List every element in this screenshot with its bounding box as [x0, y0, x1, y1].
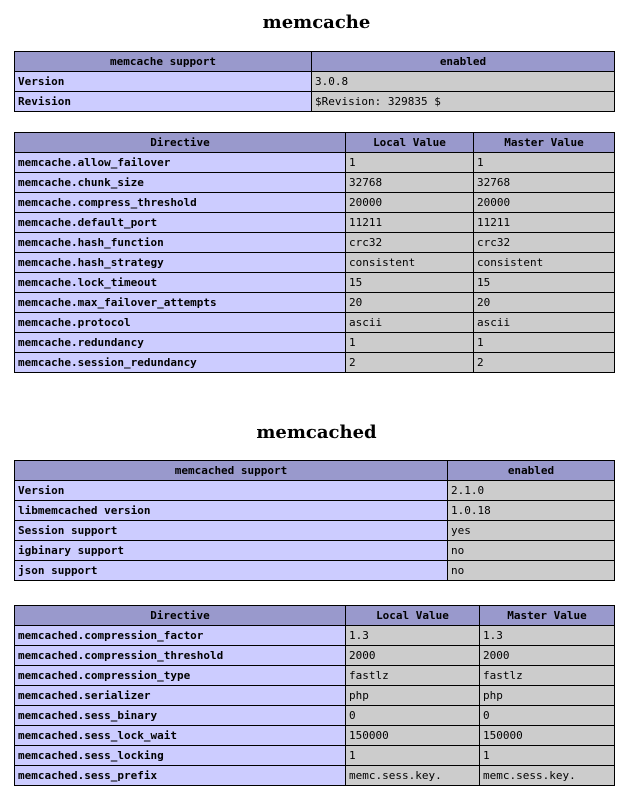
- value-cell: 11211: [474, 213, 615, 233]
- directive-name-cell: memcached.serializer: [15, 686, 346, 706]
- table-row: [15, 686, 615, 706]
- directive-name-cell: memcached.sess_prefix: [15, 766, 346, 786]
- value-cell: 0: [480, 706, 615, 726]
- value-cell: 0: [346, 706, 480, 726]
- value-cell: consistent: [474, 253, 615, 273]
- table-row: [15, 666, 615, 686]
- table-header-row: [15, 133, 615, 153]
- directive-name-cell: memcache.chunk_size: [15, 173, 346, 193]
- memcached-support-table: [14, 460, 615, 581]
- directive-name-cell: memcached.sess_lock_wait: [15, 726, 346, 746]
- column-header: enabled: [312, 52, 615, 72]
- directive-name-cell: memcached.compression_type: [15, 666, 346, 686]
- value-cell: 1: [474, 153, 615, 173]
- value-cell: 150000: [346, 726, 480, 746]
- value-cell: memc.sess.key.: [480, 766, 615, 786]
- table-row: [15, 626, 615, 646]
- value-cell: memc.sess.key.: [346, 766, 480, 786]
- value-cell: 1.3: [480, 626, 615, 646]
- value-cell: 2: [474, 353, 615, 373]
- memcache-support-table: [14, 51, 615, 112]
- column-header: Local Value: [346, 606, 480, 626]
- directive-name-cell: memcached.sess_binary: [15, 706, 346, 726]
- table-header-row: [15, 606, 615, 626]
- value-cell: $Revision: 329835 $: [312, 92, 615, 112]
- value-cell: 2.1.0: [448, 481, 615, 501]
- memcached-section-title: memcached: [256, 422, 377, 443]
- value-cell: 32768: [346, 173, 474, 193]
- directive-name-cell: json support: [15, 561, 448, 581]
- table-row: [15, 501, 615, 521]
- table-row: [15, 193, 615, 213]
- table-row: [15, 213, 615, 233]
- value-cell: 15: [474, 273, 615, 293]
- directive-name-cell: memcache.lock_timeout: [15, 273, 346, 293]
- value-cell: php: [346, 686, 480, 706]
- table-row: [15, 766, 615, 786]
- directive-name-cell: libmemcached version: [15, 501, 448, 521]
- value-cell: no: [448, 561, 615, 581]
- value-cell: php: [480, 686, 615, 706]
- directive-name-cell: memcached.compression_threshold: [15, 646, 346, 666]
- column-header: memcached support: [15, 461, 448, 481]
- column-header: Local Value: [346, 133, 474, 153]
- column-header: Master Value: [474, 133, 615, 153]
- value-cell: 20000: [474, 193, 615, 213]
- value-cell: crc32: [474, 233, 615, 253]
- memcached-directives-table: [14, 605, 615, 786]
- table-row: [15, 253, 615, 273]
- value-cell: no: [448, 541, 615, 561]
- directive-name-cell: memcached.compression_factor: [15, 626, 346, 646]
- table-row: [15, 353, 615, 373]
- value-cell: consistent: [346, 253, 474, 273]
- table-row: [15, 646, 615, 666]
- directive-name-cell: Version: [15, 481, 448, 501]
- directive-name-cell: memcache.hash_function: [15, 233, 346, 253]
- table-row: [15, 173, 615, 193]
- directive-name-cell: memcached.sess_locking: [15, 746, 346, 766]
- directive-name-cell: memcache.protocol: [15, 313, 346, 333]
- table-header-row: [15, 52, 615, 72]
- value-cell: yes: [448, 521, 615, 541]
- table-row: [15, 746, 615, 766]
- value-cell: 20: [474, 293, 615, 313]
- column-header: Directive: [15, 606, 346, 626]
- value-cell: 1: [474, 333, 615, 353]
- table-row: [15, 481, 615, 501]
- value-cell: 1.0.18: [448, 501, 615, 521]
- directive-name-cell: memcache.default_port: [15, 213, 346, 233]
- value-cell: ascii: [346, 313, 474, 333]
- table-row: [15, 72, 615, 92]
- value-cell: 15: [346, 273, 474, 293]
- value-cell: fastlz: [480, 666, 615, 686]
- table-row: [15, 521, 615, 541]
- value-cell: 2000: [480, 646, 615, 666]
- memcache-section-title: memcache: [262, 12, 371, 33]
- value-cell: 1.3: [346, 626, 480, 646]
- value-cell: 3.0.8: [312, 72, 615, 92]
- directive-name-cell: Session support: [15, 521, 448, 541]
- table-row: [15, 706, 615, 726]
- value-cell: fastlz: [346, 666, 480, 686]
- directive-name-cell: memcache.max_failover_attempts: [15, 293, 346, 313]
- directive-name-cell: memcache.hash_strategy: [15, 253, 346, 273]
- value-cell: crc32: [346, 233, 474, 253]
- memcache-directives-table: [14, 132, 615, 373]
- value-cell: 1: [480, 746, 615, 766]
- value-cell: 20000: [346, 193, 474, 213]
- table-row: [15, 293, 615, 313]
- column-header: Directive: [15, 133, 346, 153]
- table-row: [15, 541, 615, 561]
- table-row: [15, 313, 615, 333]
- column-header: enabled: [448, 461, 615, 481]
- directive-name-cell: Revision: [15, 92, 312, 112]
- column-header: Master Value: [480, 606, 615, 626]
- table-row: [15, 153, 615, 173]
- value-cell: 20: [346, 293, 474, 313]
- directive-name-cell: memcache.session_redundancy: [15, 353, 346, 373]
- directive-name-cell: memcache.redundancy: [15, 333, 346, 353]
- value-cell: 1: [346, 153, 474, 173]
- value-cell: 11211: [346, 213, 474, 233]
- table-header-row: [15, 461, 615, 481]
- table-row: [15, 333, 615, 353]
- value-cell: 2: [346, 353, 474, 373]
- directive-name-cell: Version: [15, 72, 312, 92]
- directive-name-cell: memcache.compress_threshold: [15, 193, 346, 213]
- table-row: [15, 726, 615, 746]
- directive-name-cell: memcache.allow_failover: [15, 153, 346, 173]
- value-cell: ascii: [474, 313, 615, 333]
- value-cell: 1: [346, 333, 474, 353]
- table-row: [15, 273, 615, 293]
- column-header: memcache support: [15, 52, 312, 72]
- value-cell: 150000: [480, 726, 615, 746]
- value-cell: 2000: [346, 646, 480, 666]
- value-cell: 1: [346, 746, 480, 766]
- table-row: [15, 233, 615, 253]
- table-row: [15, 92, 615, 112]
- directive-name-cell: igbinary support: [15, 541, 448, 561]
- table-row: [15, 561, 615, 581]
- value-cell: 32768: [474, 173, 615, 193]
